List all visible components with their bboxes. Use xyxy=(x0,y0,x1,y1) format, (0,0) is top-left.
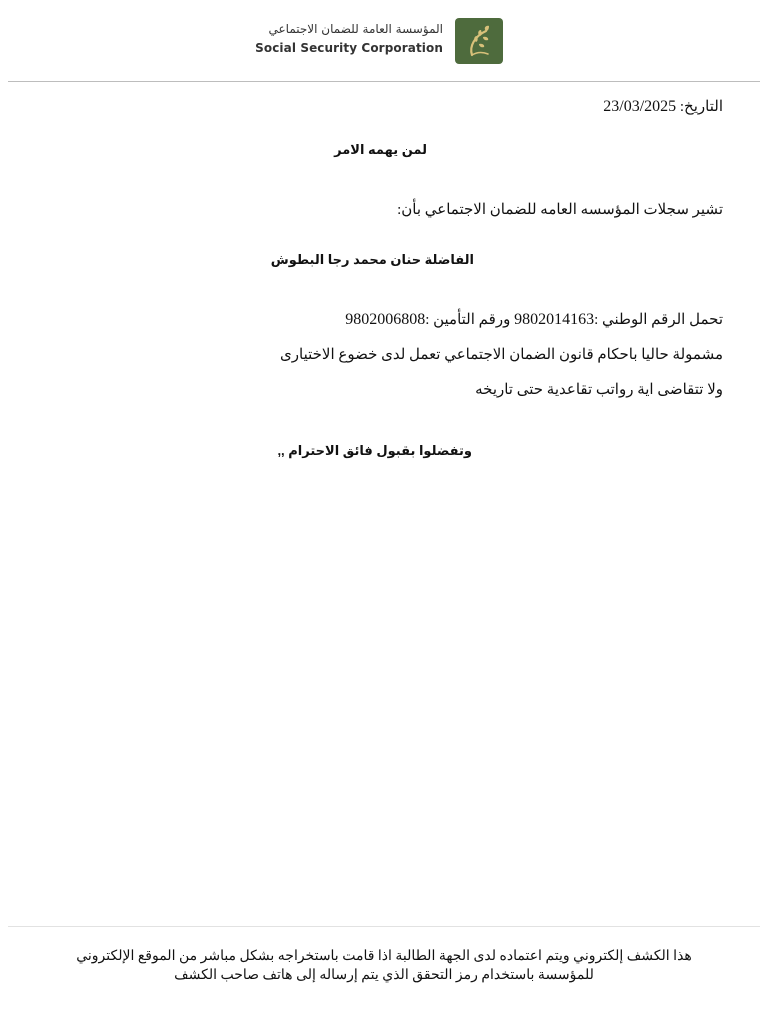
footer-divider xyxy=(8,926,760,927)
wheat-stalk-logo-icon xyxy=(455,18,503,64)
person-name: الفاضلة حنان محمد رجا البطوش xyxy=(270,252,474,267)
letter-intro: تشير سجلات المؤسسه العامه للضمان الاجتماعي بأن: xyxy=(397,202,723,218)
date-line xyxy=(603,98,723,116)
org-name-english: Social Security Corporation xyxy=(255,41,443,55)
national-id-label: تحمل الرقم الوطني : xyxy=(594,312,723,328)
header-divider xyxy=(8,81,760,82)
letter-subject: لمن يهمه الامر xyxy=(334,142,427,157)
footer-line-2: للمؤسسة باستخدام رمز التحقق الذي يتم إرساله إلى هاتف صاحب الكشف xyxy=(174,968,594,983)
closing-salutation: وتفضلوا بقبول فائق الاحترام ,, xyxy=(277,443,472,458)
coverage-statement: مشمولة حاليا باحكام قانون الضمان الاجتماعي تعمل لدى خضوع الاختيارى xyxy=(280,347,723,363)
footer-line-1: هذا الكشف إلكتروني ويتم اعتماده لدى الجهة الطالبة اذا قامت باستخراجه بشكل مباشر من الموقع الإلكتروني xyxy=(76,949,692,964)
date-label: التاريخ: xyxy=(679,99,723,115)
insurance-number-label: ورقم التأمين : xyxy=(425,312,511,328)
pension-statement: ولا تتقاضى اية رواتب تقاعدية حتى تاريخه xyxy=(475,382,723,398)
org-name-arabic: المؤسسة العامة للضمان الاجتماعي xyxy=(268,22,443,36)
id-numbers-line xyxy=(345,311,723,329)
date-value: 23/03/2025 xyxy=(603,98,677,115)
footer-disclaimer xyxy=(0,947,768,985)
insurance-number-value: 9802006808 xyxy=(345,311,426,328)
letterhead xyxy=(0,0,768,82)
national-id-value: 9802014163 xyxy=(514,311,595,328)
